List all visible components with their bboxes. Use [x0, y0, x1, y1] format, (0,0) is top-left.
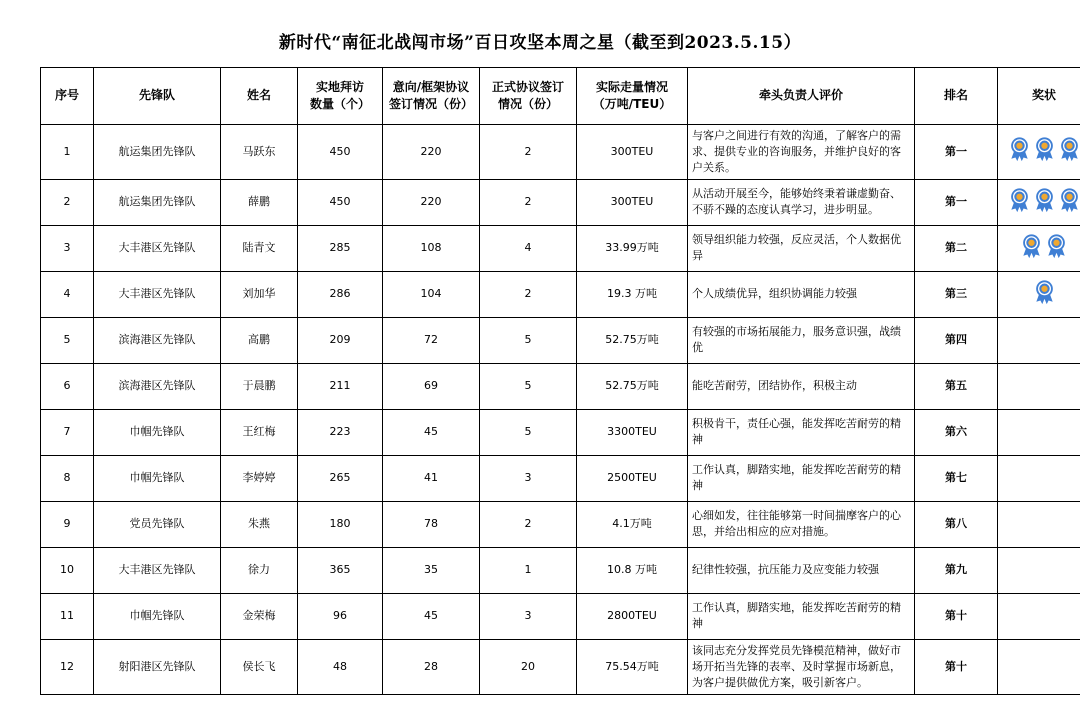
- cell-team: 大丰港区先锋队: [94, 271, 221, 317]
- cell-evaluation: 工作认真，脚踏实地，能发挥吃苦耐劳的精神: [688, 593, 915, 639]
- cell-visits: 223: [298, 409, 383, 455]
- award-medal-group: [1002, 233, 1080, 264]
- cell-team: 射阳港区先锋队: [94, 639, 221, 694]
- cell-award: [998, 455, 1080, 501]
- column-header-volume-line1: 实际走量情况: [595, 79, 668, 94]
- cell-volume: 10.8 万吨: [577, 547, 688, 593]
- award-medal-icon: [1058, 136, 1080, 167]
- column-header-formal-line2: 情况（份）: [497, 97, 558, 111]
- cell-name: 徐力: [221, 547, 298, 593]
- cell-intent: 78: [383, 501, 480, 547]
- cell-evaluation: 领导组织能力较强，反应灵活，个人数据优异: [688, 225, 915, 271]
- cell-rank: 第九: [915, 547, 998, 593]
- cell-rank: 第四: [915, 317, 998, 363]
- cell-evaluation: 该同志充分发挥党员先锋模范精神，做好市场开拓当先锋的表率、及时掌握市场新息，为客户提供做优方案，吸引新客户。: [688, 639, 915, 694]
- cell-rank: 第六: [915, 409, 998, 455]
- cell-name: 王红梅: [221, 409, 298, 455]
- cell-evaluation: 积极肯干，责任心强，能发挥吃苦耐劳的精神: [688, 409, 915, 455]
- cell-formal: 3: [480, 593, 577, 639]
- cell-formal: 20: [480, 639, 577, 694]
- column-header-visits-line2: 数量（个）: [309, 97, 370, 111]
- award-medal-icon: [1020, 233, 1043, 264]
- cell-volume: 300TEU: [577, 179, 688, 225]
- cell-rank: 第二: [915, 225, 998, 271]
- cell-intent: 69: [383, 363, 480, 409]
- cell-name: 马跃东: [221, 125, 298, 180]
- cell-rank: 第五: [915, 363, 998, 409]
- table-row: [41, 317, 1080, 363]
- cell-visits: 286: [298, 271, 383, 317]
- cell-index: 6: [41, 363, 94, 409]
- cell-award: [998, 409, 1080, 455]
- cell-evaluation: 与客户之间进行有效的沟通，了解客户的需求、提供专业的咨询服务，并维护良好的客户关系。: [688, 125, 915, 180]
- award-medal-icon: [1033, 136, 1056, 167]
- award-medal-icon: [1008, 187, 1031, 218]
- cell-team: 巾帼先锋队: [94, 409, 221, 455]
- cell-name: 薛鹏: [221, 179, 298, 225]
- cell-index: 5: [41, 317, 94, 363]
- cell-visits: 180: [298, 501, 383, 547]
- column-header-rank: 排名: [915, 68, 998, 125]
- cell-name: 陆青文: [221, 225, 298, 271]
- cell-team: 巾帼先锋队: [94, 455, 221, 501]
- cell-volume: 4.1万吨: [577, 501, 688, 547]
- cell-index: 9: [41, 501, 94, 547]
- cell-name: 朱燕: [221, 501, 298, 547]
- cell-award: [998, 179, 1080, 225]
- column-header-intent-line2: 签订情况（份）: [388, 97, 473, 111]
- table-header: [41, 68, 1080, 125]
- cell-name: 李婷婷: [221, 455, 298, 501]
- cell-formal: 2: [480, 271, 577, 317]
- column-header-formal-line1: 正式协议签订: [491, 79, 564, 94]
- cell-formal: 3: [480, 455, 577, 501]
- cell-intent: 35: [383, 547, 480, 593]
- column-header-evaluation: 牵头负责人评价: [688, 68, 915, 125]
- cell-visits: 365: [298, 547, 383, 593]
- cell-award: [998, 225, 1080, 271]
- cell-volume: 52.75万吨: [577, 317, 688, 363]
- cell-volume: 19.3 万吨: [577, 271, 688, 317]
- column-header-visits: [298, 68, 383, 125]
- award-medal-icon: [1058, 187, 1080, 218]
- cell-index: 1: [41, 125, 94, 180]
- table-row: [41, 501, 1080, 547]
- cell-volume: 2500TEU: [577, 455, 688, 501]
- cell-volume: 300TEU: [577, 125, 688, 180]
- cell-award: [998, 639, 1080, 694]
- cell-rank: 第八: [915, 501, 998, 547]
- cell-index: 2: [41, 179, 94, 225]
- table-row: [41, 593, 1080, 639]
- cell-visits: 96: [298, 593, 383, 639]
- cell-award: [998, 271, 1080, 317]
- cell-team: 大丰港区先锋队: [94, 547, 221, 593]
- cell-intent: 220: [383, 125, 480, 180]
- cell-team: 航运集团先锋队: [94, 179, 221, 225]
- cell-team: 滨海港区先锋队: [94, 317, 221, 363]
- cell-evaluation: 心细如发，往往能够第一时间揣摩客户的心思，并给出相应的应对措施。: [688, 501, 915, 547]
- award-medal-group: [1002, 136, 1080, 167]
- cell-evaluation: 工作认真，脚踏实地，能发挥吃苦耐劳的精神: [688, 455, 915, 501]
- cell-award: [998, 363, 1080, 409]
- cell-volume: 2800TEU: [577, 593, 688, 639]
- cell-intent: 104: [383, 271, 480, 317]
- table-body: [41, 125, 1080, 695]
- column-header-team: 先锋队: [94, 68, 221, 125]
- cell-evaluation: 有较强的市场拓展能力，服务意识强，战绩优: [688, 317, 915, 363]
- cell-formal: 5: [480, 409, 577, 455]
- cell-evaluation: 能吃苦耐劳，团结协作，积极主动: [688, 363, 915, 409]
- cell-name: 金荣梅: [221, 593, 298, 639]
- award-medal-icon: [1045, 233, 1068, 264]
- cell-intent: 108: [383, 225, 480, 271]
- cell-formal: 5: [480, 317, 577, 363]
- table-row: [41, 547, 1080, 593]
- cell-award: [998, 125, 1080, 180]
- cell-rank: 第十: [915, 593, 998, 639]
- column-header-volume-line2: （万吨/TEU）: [592, 97, 672, 111]
- cell-award: [998, 547, 1080, 593]
- table-row: [41, 639, 1080, 694]
- cell-rank: 第一: [915, 125, 998, 180]
- cell-name: 刘加华: [221, 271, 298, 317]
- cell-intent: 45: [383, 409, 480, 455]
- cell-team: 滨海港区先锋队: [94, 363, 221, 409]
- award-medal-icon: [1033, 279, 1056, 310]
- table-row: [41, 225, 1080, 271]
- cell-index: 7: [41, 409, 94, 455]
- cell-visits: 48: [298, 639, 383, 694]
- page-title: 新时代“南征北战闯市场”百日攻坚本周之星（截至到2023.5.15）: [278, 33, 802, 53]
- table-row: [41, 409, 1080, 455]
- table-row: [41, 125, 1080, 180]
- cell-volume: 52.75万吨: [577, 363, 688, 409]
- cell-name: 高鹏: [221, 317, 298, 363]
- cell-rank: 第一: [915, 179, 998, 225]
- column-header-volume: [577, 68, 688, 125]
- cell-visits: 285: [298, 225, 383, 271]
- cell-formal: 2: [480, 501, 577, 547]
- cell-visits: 265: [298, 455, 383, 501]
- column-header-formal: [480, 68, 577, 125]
- cell-intent: 45: [383, 593, 480, 639]
- cell-team: 巾帼先锋队: [94, 593, 221, 639]
- award-medal-group: [1002, 279, 1080, 310]
- cell-index: 10: [41, 547, 94, 593]
- table-row: [41, 271, 1080, 317]
- award-medal-icon: [1008, 136, 1031, 167]
- cell-formal: 4: [480, 225, 577, 271]
- cell-visits: 450: [298, 179, 383, 225]
- cell-rank: 第三: [915, 271, 998, 317]
- cell-index: 11: [41, 593, 94, 639]
- cell-intent: 28: [383, 639, 480, 694]
- column-header-index: 序号: [41, 68, 94, 125]
- cell-visits: 209: [298, 317, 383, 363]
- cell-intent: 220: [383, 179, 480, 225]
- cell-visits: 211: [298, 363, 383, 409]
- cell-name: 于晨鹏: [221, 363, 298, 409]
- cell-volume: 3300TEU: [577, 409, 688, 455]
- column-header-visits-line1: 实地拜访: [315, 79, 364, 94]
- table-row: [41, 179, 1080, 225]
- cell-team: 党员先锋队: [94, 501, 221, 547]
- cell-award: [998, 501, 1080, 547]
- table-row: [41, 455, 1080, 501]
- cell-intent: 72: [383, 317, 480, 363]
- cell-index: 12: [41, 639, 94, 694]
- cell-evaluation: 纪律性较强，抗压能力及应变能力较强: [688, 547, 915, 593]
- cell-award: [998, 593, 1080, 639]
- cell-rank: 第七: [915, 455, 998, 501]
- cell-formal: 5: [480, 363, 577, 409]
- award-medal-icon: [1033, 187, 1056, 218]
- column-header-intent-line1: 意向/框架协议: [392, 79, 470, 94]
- cell-index: 3: [41, 225, 94, 271]
- cell-index: 4: [41, 271, 94, 317]
- cell-team: 航运集团先锋队: [94, 125, 221, 180]
- cell-evaluation: 个人成绩优异，组织协调能力较强: [688, 271, 915, 317]
- table-row: [41, 363, 1080, 409]
- award-medal-group: [1002, 187, 1080, 218]
- cell-team: 大丰港区先锋队: [94, 225, 221, 271]
- column-header-name: 姓名: [221, 68, 298, 125]
- column-header-intent: [383, 68, 480, 125]
- cell-formal: 2: [480, 125, 577, 180]
- cell-volume: 75.54万吨: [577, 639, 688, 694]
- cell-index: 8: [41, 455, 94, 501]
- cell-visits: 450: [298, 125, 383, 180]
- cell-volume: 33.99万吨: [577, 225, 688, 271]
- cell-formal: 2: [480, 179, 577, 225]
- cell-intent: 41: [383, 455, 480, 501]
- star-of-the-week-table: [40, 67, 1080, 695]
- cell-rank: 第十: [915, 639, 998, 694]
- cell-evaluation: 从活动开展至今，能够始终秉着谦虚勤奋、不骄不躁的态度认真学习，进步明显。: [688, 179, 915, 225]
- cell-name: 侯长飞: [221, 639, 298, 694]
- table-header-row: [41, 68, 1080, 125]
- cell-formal: 1: [480, 547, 577, 593]
- column-header-award: 奖状: [998, 68, 1080, 125]
- cell-award: [998, 317, 1080, 363]
